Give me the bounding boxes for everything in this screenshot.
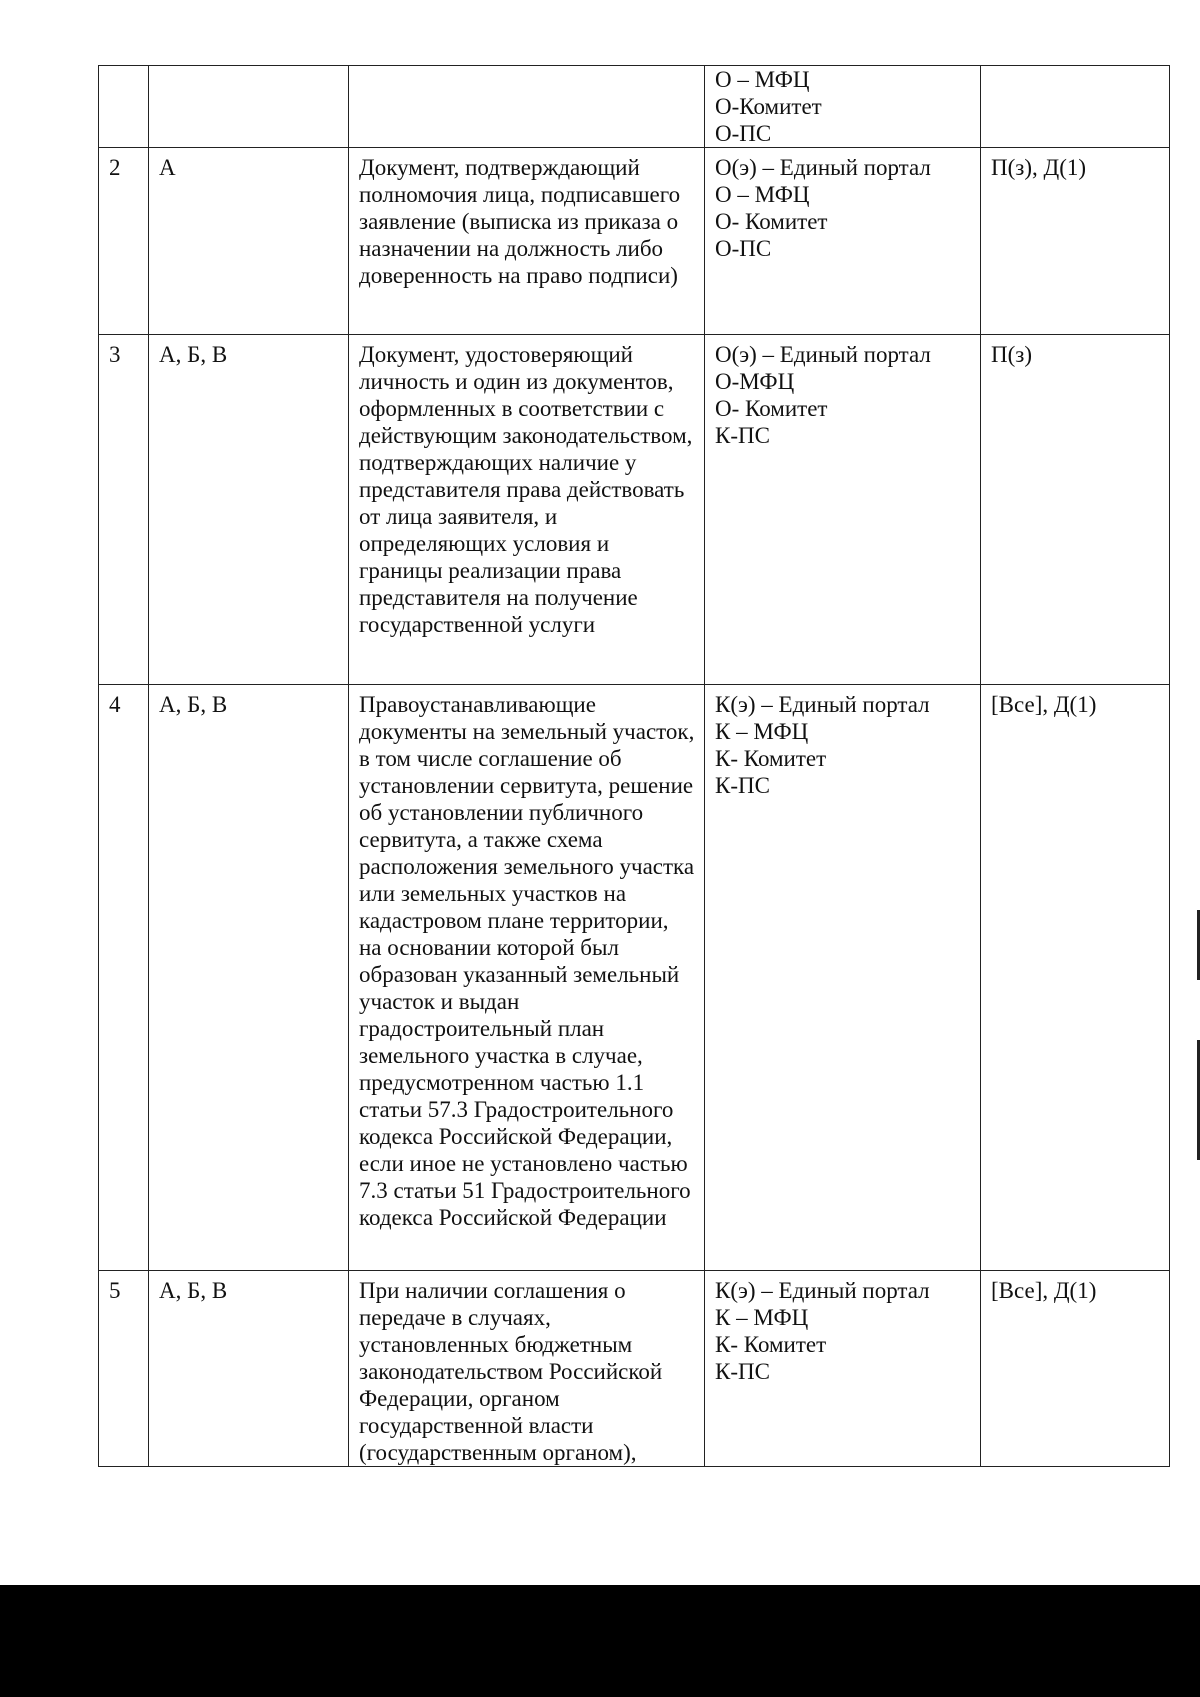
row-description: Документ, подтверждающий полномочия лица, подписавшего заявление (выписка из приказа о назначении на должность либо доверенность на право подписи) xyxy=(349,148,705,335)
row-number xyxy=(99,66,149,148)
row-description xyxy=(349,66,705,148)
form-item: О – МФЦ xyxy=(715,67,810,92)
form-item: К – МФЦ xyxy=(715,719,809,744)
row-action: [Все], Д(1) xyxy=(981,685,1170,1271)
form-item: К- Комитет xyxy=(715,1332,827,1357)
form-item: К – МФЦ xyxy=(715,1305,809,1330)
row-number: 5 xyxy=(99,1271,149,1467)
form-item: О – МФЦ xyxy=(715,182,810,207)
form-item: К- Комитет xyxy=(715,746,827,771)
table-row xyxy=(99,685,1170,1271)
row-number: 4 xyxy=(99,685,149,1271)
form-item: К(э) – Единый портал xyxy=(715,1278,930,1303)
row-number: 3 xyxy=(99,335,149,685)
form-item: О- Комитет xyxy=(715,209,828,234)
row-forms xyxy=(705,335,981,685)
row-forms xyxy=(705,685,981,1271)
row-variant: А xyxy=(149,148,349,335)
row-forms xyxy=(705,1271,981,1467)
row-description: Правоустанавливающие документы на земельный участок, в том числе соглашение об установлении сервитута, решение об установлении публичного сервитута, а также схема расположения земельного участка или земельных участков на кадастровом плане территории, на основании которой был образован указанный земельный участок и выдан градостроительный план земельного участка в случае, предусмотренном частью 1.1 статьи 57.3 Градостроительного кодекса Российской Федерации, если иное не установлено частью 7.3 статьи 51 Градостроительного кодекса Российской Федерации xyxy=(349,685,705,1271)
row-forms xyxy=(705,148,981,335)
form-item: О- Комитет xyxy=(715,396,828,421)
form-item: К-ПС xyxy=(715,773,770,798)
form-item: О-Комитет xyxy=(715,94,822,119)
row-variant: А, Б, В xyxy=(149,685,349,1271)
form-item: О-МФЦ xyxy=(715,369,795,394)
form-item: К(э) – Единый портал xyxy=(715,692,930,717)
form-item: О-ПС xyxy=(715,121,772,146)
row-action: П(з), Д(1) xyxy=(981,148,1170,335)
form-item: К-ПС xyxy=(715,1359,770,1384)
row-action xyxy=(981,66,1170,148)
row-description: Документ, удостоверяющий личность и один из документов, оформленных в соответствии с действующим законодательством, подтверждающих наличие у представителя права действовать от лица заявителя, и определяющих условия и границы реализации права представителя на получение государственной услуги xyxy=(349,335,705,685)
row-description: При наличии соглашения о передаче в случаях, установленных бюджетным законодательством Российской Федерации, органом государственной власти (государственным органом), xyxy=(349,1271,705,1467)
form-item: К-ПС xyxy=(715,423,770,448)
row-forms xyxy=(705,66,981,148)
row-variant: А, Б, В xyxy=(149,335,349,685)
row-action: П(з) xyxy=(981,335,1170,685)
form-item: О(э) – Единый портал xyxy=(715,342,931,367)
table-row xyxy=(99,335,1170,685)
row-variant xyxy=(149,66,349,148)
table-row xyxy=(99,148,1170,335)
row-variant: А, Б, В xyxy=(149,1271,349,1467)
scan-bottom-band xyxy=(0,1585,1200,1697)
table-row xyxy=(99,66,1170,148)
table-row xyxy=(99,1271,1170,1467)
form-item: О-ПС xyxy=(715,236,772,261)
form-item: О(э) – Единый портал xyxy=(715,155,931,180)
documents-table xyxy=(98,65,1170,1467)
row-number: 2 xyxy=(99,148,149,335)
row-action: [Все], Д(1) xyxy=(981,1271,1170,1467)
